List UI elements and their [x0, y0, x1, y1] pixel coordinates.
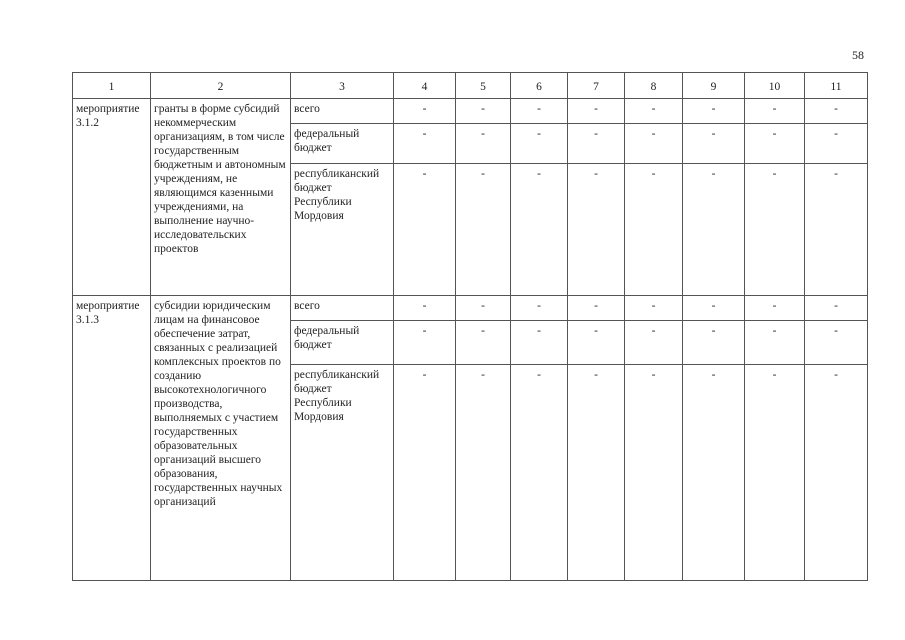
value-cell: - [805, 321, 868, 365]
value-cell: - [394, 99, 456, 124]
measure-cell: мероприятие 3.1.2 [73, 99, 151, 296]
header-row [73, 73, 868, 99]
table-row [73, 296, 868, 321]
value-cell: - [745, 321, 805, 365]
value-cell: - [456, 321, 511, 365]
value-cell: - [456, 124, 511, 164]
value-cell: - [745, 164, 805, 296]
column-header: 4 [394, 73, 456, 99]
column-header: 9 [683, 73, 745, 99]
value-cell: - [625, 321, 683, 365]
budget-table [72, 72, 868, 581]
value-cell: - [683, 296, 745, 321]
column-header: 6 [511, 73, 568, 99]
value-cell: - [745, 296, 805, 321]
table-row [73, 99, 868, 124]
value-cell: - [394, 365, 456, 581]
value-cell: - [805, 99, 868, 124]
value-cell: - [511, 321, 568, 365]
value-cell: - [683, 365, 745, 581]
value-cell: - [511, 99, 568, 124]
value-cell: - [394, 296, 456, 321]
value-cell: - [683, 321, 745, 365]
column-header: 3 [291, 73, 394, 99]
source-cell: федеральный бюджет [291, 321, 394, 365]
value-cell: - [456, 365, 511, 581]
value-cell: - [456, 296, 511, 321]
value-cell: - [745, 99, 805, 124]
value-cell: - [805, 124, 868, 164]
source-cell: республиканский бюджет Республики Мордовия [291, 365, 394, 581]
value-cell: - [745, 124, 805, 164]
value-cell: - [568, 99, 625, 124]
measure-cell: мероприятие 3.1.3 [73, 296, 151, 581]
value-cell: - [625, 365, 683, 581]
value-cell: - [683, 164, 745, 296]
value-cell: - [511, 296, 568, 321]
column-header: 8 [625, 73, 683, 99]
value-cell: - [456, 164, 511, 296]
source-cell: республиканский бюджет Республики Мордовия [291, 164, 394, 296]
column-header: 2 [151, 73, 291, 99]
value-cell: - [568, 296, 625, 321]
value-cell: - [805, 296, 868, 321]
column-header: 7 [568, 73, 625, 99]
value-cell: - [805, 365, 868, 581]
value-cell: - [745, 365, 805, 581]
value-cell: - [394, 164, 456, 296]
description-cell: субсидии юридическим лицам на финансовое обеспечение затрат, связанных с реализацией комплексных проектов по созданию высокотехнологичного производства, выполняемых с участием государственных образовательных организаций высшего образования, государственных научных организаций [151, 296, 291, 581]
value-cell: - [625, 296, 683, 321]
value-cell: - [683, 124, 745, 164]
value-cell: - [568, 321, 625, 365]
value-cell: - [394, 321, 456, 365]
value-cell: - [511, 164, 568, 296]
source-cell: всего [291, 99, 394, 124]
description-cell: гранты в форме субсидий некоммерческим организациям, в том числе государственным бюджетным и автономным учреждениям, не являющимся казенными учреждениями, на выполнение научно-исследовательских проектов [151, 99, 291, 296]
value-cell: - [568, 164, 625, 296]
value-cell: - [625, 99, 683, 124]
column-header: 1 [73, 73, 151, 99]
source-cell: федеральный бюджет [291, 124, 394, 164]
value-cell: - [625, 164, 683, 296]
value-cell: - [456, 99, 511, 124]
value-cell: - [625, 124, 683, 164]
column-header: 11 [805, 73, 868, 99]
value-cell: - [511, 124, 568, 164]
source-cell: всего [291, 296, 394, 321]
column-header: 10 [745, 73, 805, 99]
page-number: 58 [852, 48, 864, 62]
value-cell: - [394, 124, 456, 164]
value-cell: - [683, 99, 745, 124]
column-header: 5 [456, 73, 511, 99]
value-cell: - [568, 124, 625, 164]
value-cell: - [805, 164, 868, 296]
value-cell: - [568, 365, 625, 581]
value-cell: - [511, 365, 568, 581]
